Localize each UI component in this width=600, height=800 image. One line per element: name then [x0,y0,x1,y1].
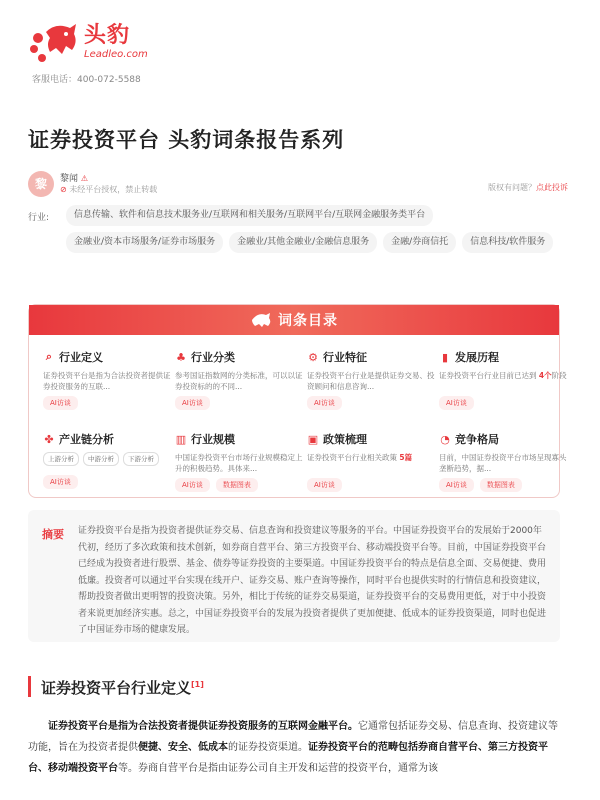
ai-interview-chip[interactable]: AI访谈 [43,396,78,410]
toc-item-title: 政策梳理 [323,433,367,446]
downstream-chip[interactable]: 下游分析 [123,452,159,466]
body-text: 它通常包括证券交易、信息查询、投资建议等功能，旨在为投资者提供 [28,721,558,753]
avatar[interactable]: 黎 [28,171,54,197]
copyright-notice [488,182,568,193]
brand-domain: Leadleo.com [84,49,148,60]
page-title: 证券投资平台 头豹词条报告系列 [28,128,345,152]
body-text: 的证券投资渠道。 [228,742,308,753]
toc-desc-highlight: 5篇 [399,453,413,462]
section-title-text: 证券投资平台行业定义 [41,679,192,697]
toc-desc-part: 证券投资平台行业相关政策 [307,453,400,462]
industry-section [28,205,568,259]
toc-item-desc: 目前，中国证券投资平台市场呈现寡头垄断趋势，据... [439,453,567,473]
industry-tag[interactable]: 金融/券商信托 [383,232,456,253]
reprint-notice [60,184,157,195]
toc-item-desc: 中国证券投资平台市场行业规模稳定上升的积极趋势。具体来... [175,453,303,473]
industry-tag[interactable]: 信息传输、软件和信息技术服务业/互联网和相关服务/互联网平台/互联网金融服务类平台 [66,205,433,226]
ai-interview-chip[interactable]: AI访谈 [439,478,474,492]
toc-item-title: 行业分类 [191,351,235,364]
industry-tag[interactable]: 信息科技/软件服务 [462,232,553,253]
toc-item-desc: 参考国证指数网的分类标准，可以以证券投资标的的不同... [175,371,303,391]
ai-interview-chip[interactable]: AI访谈 [43,475,78,489]
chain-icon: ✤ [44,432,54,446]
industry-tag[interactable]: 金融业/资本市场服务/证券市场服务 [66,232,223,253]
toc-item-industry-chain[interactable] [43,431,171,509]
toc-item-title: 竞争格局 [455,433,499,446]
body-bold: 券商自营平台、第三方投资平台、移动端投资平台 [28,742,548,774]
toc-banner-text: 词条目录 [278,313,338,329]
body-bold: 便捷、安全、低成本 [138,742,228,753]
toc-desc-part: 证券投资平台行业目前已达到 [439,371,539,380]
industry-tags [66,205,568,259]
copyright-prefix: 版权有问题？ [488,183,536,192]
document-icon: ▣ [307,432,319,446]
toc-item-features[interactable] [307,349,435,427]
no-entry-icon: ⊘ [60,185,67,194]
verified-icon: ⚠ [80,174,89,183]
ai-interview-chip[interactable]: AI访谈 [307,396,342,410]
toc-item-policy[interactable] [307,431,435,509]
ai-interview-chip[interactable]: AI访谈 [175,478,210,492]
section-title [28,676,204,697]
pie-chart-icon: ◔ [440,432,450,446]
body-text: 等。券商自营平台是指由证券公司自主开发和运营的投资平台，通常为该 [118,763,438,774]
data-chart-chip[interactable]: 数据图表 [216,478,258,492]
toc-item-history[interactable] [439,349,567,427]
toc-panel [28,304,567,498]
abstract-box [28,510,560,642]
report-link[interactable]: 点此投诉 [536,183,568,192]
body-bold: 证券投资平台是指为合法投资者提供证券投资服务的互联网金融平台。 [48,721,358,732]
toc-item-desc: 证券投资平台行业是提供证券交易、投资顾问和信息咨询... [307,371,435,391]
ai-interview-chip[interactable]: AI访谈 [439,396,474,410]
author-name[interactable] [60,171,88,184]
toc-item-title: 行业特征 [323,351,367,364]
toc-banner [29,305,559,335]
toc-item-title: 产业链分析 [59,433,114,446]
timeline-icon: ▮ [441,350,449,364]
ai-interview-chip[interactable]: AI访谈 [307,478,342,492]
toc-item-title: 行业定义 [59,351,103,364]
data-chart-chip[interactable]: 数据图表 [480,478,522,492]
toc-item-desc: 证券投资平台是指为合法投资者提供证券投资服务的互联... [43,371,171,391]
toc-item-desc [307,452,435,474]
reprint-notice-text: 未经平台授权，禁止转载 [69,185,158,194]
gear-icon: ⚙ [308,350,318,364]
upstream-chip[interactable]: 上游分析 [43,452,79,466]
toc-item-classification[interactable] [175,349,303,427]
body-paragraph [28,716,560,779]
industry-tag[interactable]: 金融业/其他金融业/金融信息服务 [229,232,377,253]
toc-item-definition[interactable] [43,349,171,427]
leopard-logo-icon [28,18,80,66]
abstract-label: 摘要 [42,528,64,541]
brand-name: 头豹 [84,23,131,48]
toc-desc-highlight: 4个 [538,371,552,380]
toc-item-market-size[interactable] [175,431,303,509]
toc-item-competition[interactable] [439,431,567,509]
leopard-logo-icon [250,312,272,328]
body-bold: 证券投资平台的范畴包括 [308,742,418,753]
toc-item-desc [439,370,567,392]
author-bar [28,171,568,199]
brand-header [28,14,188,88]
midstream-chip[interactable]: 中游分析 [83,452,119,466]
toc-item-title: 行业规模 [191,433,235,446]
author-name-text: 黎闻 [60,174,79,184]
bar-chart-icon: ▥ [175,432,187,446]
search-icon: ⌕ [45,350,53,363]
industry-label: 行业: [28,213,50,223]
ai-interview-chip[interactable]: AI访谈 [175,396,210,410]
footnote-ref[interactable]: [1] [191,680,204,689]
toc-item-title: 发展历程 [455,351,499,364]
hotline: 客服电话：400-072-5588 [32,75,141,85]
hierarchy-icon: ♣ [176,350,186,364]
toc-desc-part: 阶段 [551,371,567,380]
abstract-text: 证券投资平台是指为投资者提供证券交易、信息查询和投资建议等服务的平台。中国证券投资平台的发展始于2000年代初，经历了多次政策和技术创新，如券商自营平台、第三方投资平台、移动端投资平台等。目前，中国证券投资平台已经成为投资者进行股票、基金、债券等证券投资的主要渠道。中国证券投资平台的特点是信息全面、交易便捷、费用低廉。投资者可以通过平台实现在线开户、证券交易、账户查询等操作，同时平台也提供实时的行情信息和投资建议，帮助投资者做出更明智的投资决策。另外，相比于传统的证券交易渠道，证券投资平台的交易费用更低，对于中小投资者来说更加经济实惠。总之，中国证券投资平台的发展为投资者提供了更加便捷、低成本的证券投资渠道，同时也促进了中国证券市场的健康发展。 [78,526,547,635]
